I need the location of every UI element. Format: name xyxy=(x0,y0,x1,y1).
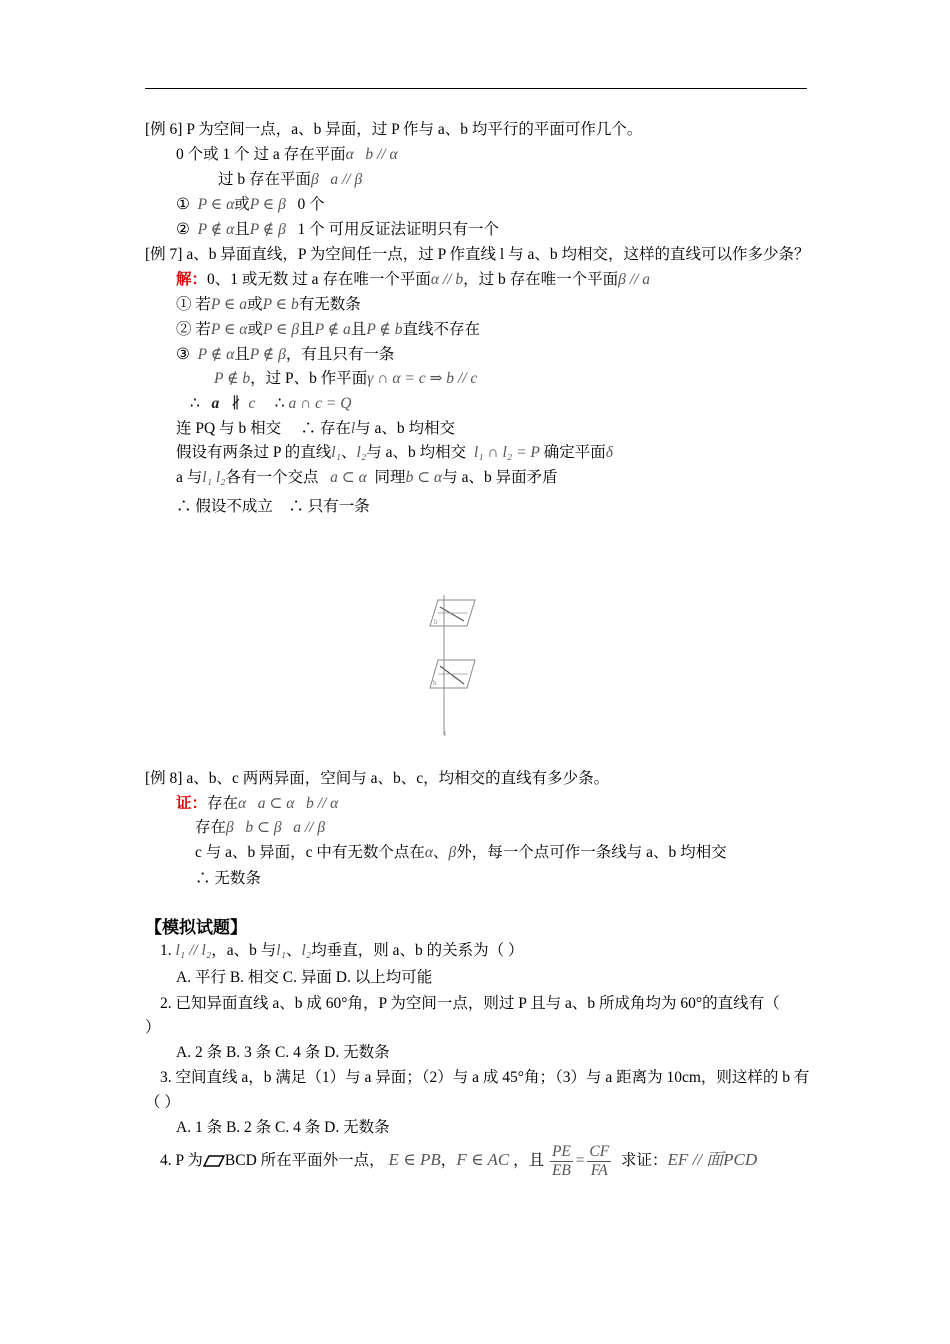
ex7-line3: ② 若P ∈ α或P ∈ β且P ∉ a且P ∉ b直线不存在 xyxy=(176,321,480,338)
ex8-line4: ∴ 无数条 xyxy=(195,870,261,887)
ex8-line1: 证：存在α a ⊂ α b // α xyxy=(176,795,339,812)
ex7-line7: 连 PQ 与 b 相交 ∴ 存在l与 a、b 均相交 xyxy=(176,420,456,437)
line-label: l xyxy=(444,730,446,738)
parallelogram-icon xyxy=(203,1155,225,1167)
ex8-line3: c 与 a、b 异面，c 中有无数个点在α、β外，每一个点可作一条线与 a、b 均相交 xyxy=(195,844,727,861)
fraction-cf-fa: $\frac{CF}{FA}$ xyxy=(589,1142,610,1179)
ex7-line4: ③ P ∉ α且P ∉ β，有且只有一条 xyxy=(176,346,395,363)
ex7-title: [例 7] a、b 异面直线，P 为空间任一点，过 P 作直线 l 与 a、b 均相交，这样的直线可以作多少条？ xyxy=(145,246,810,263)
ex7-line1: 解：0、1 或无数 过 a 存在唯一个平面α // b，过 b 存在唯一个平面β // a xyxy=(176,271,651,288)
q2: 2. 已知异面直线 a、b 成 60°角，P 为空间一点，则过 P 且与 a、b 所成角均为 60°的直线有（ xyxy=(160,995,780,1012)
ex7-line2: ① 若P ∈ a或P ∈ b有无数条 xyxy=(176,296,361,313)
q1-options: A. 平行 B. 相交 C. 异面 D. 以上均可能 xyxy=(176,969,433,986)
header-rule xyxy=(145,88,807,89)
ex6-line3: ① P ∈ α或P ∈ β 0 个 xyxy=(176,196,325,213)
ex7-line5: P ∉ b，过 P、b 作平面γ ∩ α = c ⇒ b // c xyxy=(214,370,478,387)
ex6-title: [例 6] P 为空间一点，a、b 异面，过 P 作与 a、b 均平行的平面可作几个。 xyxy=(145,121,643,138)
ex7-line8: 假设有两条过 P 的直线l₁、l₂与 a、b 均相交 l₁ ∩ l₂ = P 确定平面δ xyxy=(176,444,613,461)
quiz-heading: 【模拟试题】 xyxy=(145,918,247,937)
ex6-line1: 0 个或 1 个 过 a 存在平面α b // α xyxy=(176,146,398,163)
q1: 1. l₁ // l₂，a、b 与l₁、l₂均垂直，则 a、b 的关系为（ ） xyxy=(160,942,524,959)
q4: 4. P 为 BCD 所在平面外一点， E ∈ PB，F ∈ AC ，且 $\frac{PE}{EB}$ = $\frac{CF}{FA}$ 求证：EF // 面PCD xyxy=(160,1142,758,1179)
ex6-line4: ② P ∉ α且P ∉ β 1 个 可用反证法证明只有一个 xyxy=(176,221,500,238)
solution-label: 解： xyxy=(176,271,208,288)
fraction-pe-eb: $\frac{PE}{EB}$ xyxy=(551,1142,571,1179)
ex7-line9: a 与l₁ l₂各有一个交点 a ⊂ α 同理b ⊂ α与 a、b 异面矛盾 xyxy=(176,469,558,486)
q3-options: A. 1 条 B. 2 条 C. 4 条 D. 无数条 xyxy=(176,1119,390,1136)
ex7-line6: ∴ a ∦ c ∴ a ∩ c = Q xyxy=(190,395,352,412)
ex6-line2: 过 b 存在平面β a // β xyxy=(218,171,363,188)
q3: 3. 空间直线 a，b 满足（1）与 a 异面；（2）与 a 成 45°角；（3）与 a 距离为 10cm，则这样的 b 有 xyxy=(160,1069,810,1086)
ex7-line10: ∴ 假设不成立 ∴ 只有一条 xyxy=(176,498,370,515)
upper-label: b xyxy=(434,618,438,626)
q2-cont: ） xyxy=(145,1019,161,1036)
geometry-figure xyxy=(420,590,490,750)
ex8-title: [例 8] a、b、c 两两异面，空间与 a、b、c，均相交的直线有多少条。 xyxy=(145,770,610,787)
lower-label: b xyxy=(433,679,437,687)
ex8-line2: 存在β b ⊂ β a // β xyxy=(195,819,326,836)
proof-label: 证： xyxy=(176,795,208,812)
q3-cont: （ ） xyxy=(145,1094,180,1111)
q2-options: A. 2 条 B. 3 条 C. 4 条 D. 无数条 xyxy=(176,1044,390,1061)
